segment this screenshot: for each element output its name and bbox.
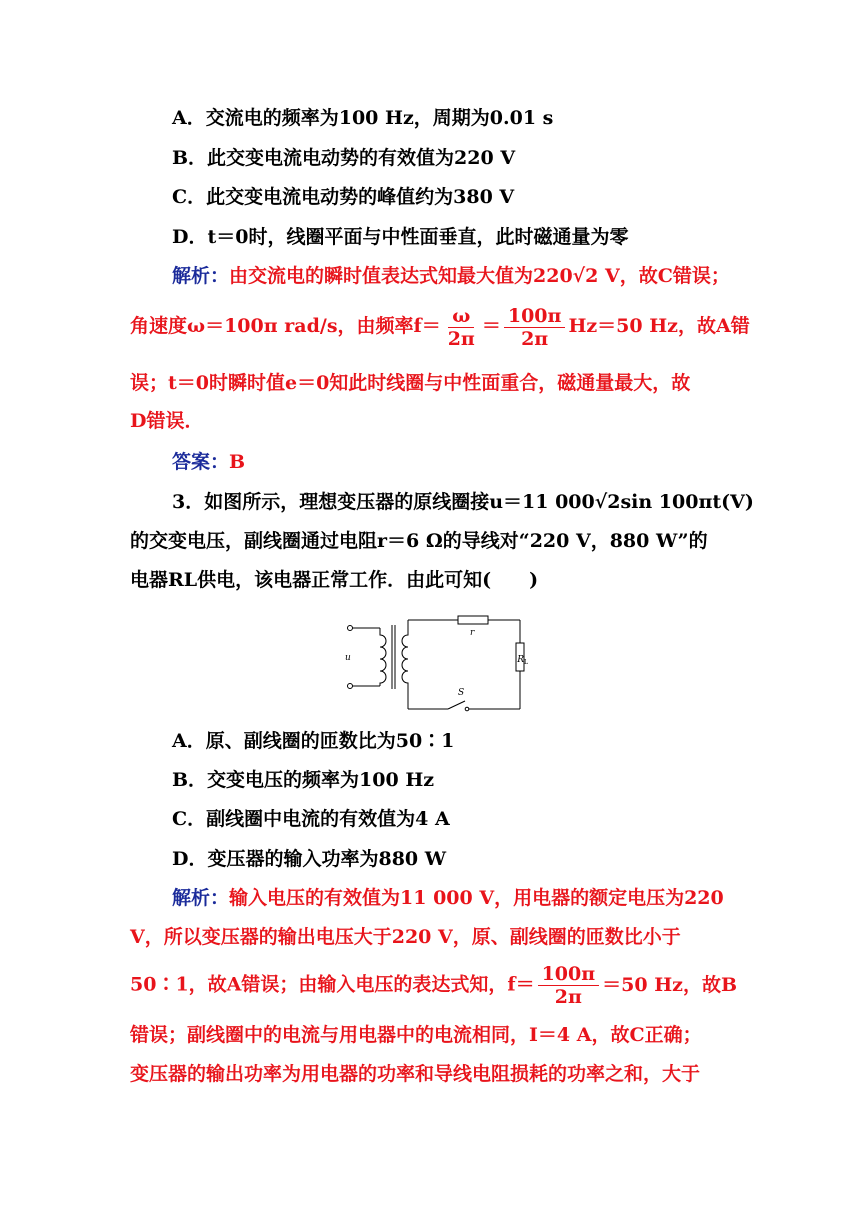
analysis-text: 由交流电的瞬时值表达式知最大值为220√2 V，故C错误；	[229, 265, 730, 287]
label-rl: $R_L$	[517, 655, 528, 666]
q3-analysis-line4: 错误；副线圈中的电流与用电器中的电流相同，I＝4 A，故C正确；	[130, 1024, 702, 1046]
q2-option-b: B．此交变电流电动势的有效值为220 V	[172, 147, 516, 169]
q3-analysis-line3	[130, 961, 738, 1009]
q3-analysis-line5: 变压器的输出功率为用电器的功率和导线电阻损耗的功率之和，大于	[130, 1063, 701, 1085]
q2-analysis-line2: 角速度ω＝100π rad/s，由频率f＝ $\frac{\omega}{2\pi}$ ＝ $\frac{100\pi}{2\pi}$ Hz＝50 Hz，故A错	[130, 302, 730, 350]
q3-option-d: D．变压器的输入功率为880 W	[172, 848, 447, 870]
label-s: S	[458, 688, 465, 698]
fraction-omega: $\frac{\omega}{2\pi}$	[447, 304, 475, 350]
q3-stem-line3: 电器RL供电，该电器正常工作．由此可知( )	[130, 569, 539, 591]
answer-value: B	[229, 451, 246, 473]
analysis-text: Hz＝50 Hz，故A错	[568, 315, 750, 337]
q3-stem-line2: 的交变电压，副线圈通过电阻r＝6 Ω的导线对“220 V，880 W”的	[130, 530, 708, 552]
q2-analysis-line4: D错误．	[130, 410, 204, 432]
answer-label: 答案：	[172, 451, 230, 473]
q2-analysis-line3: 误；t＝0时瞬时值e＝0知此时线圈与中性面重合，磁通量最大，故	[130, 372, 691, 394]
terminal-bottom	[348, 684, 353, 689]
q3-analysis-line1	[172, 885, 724, 911]
analysis-label: 解析：	[172, 887, 230, 909]
analysis-text: 输入电压的有效值为11 000 V，用电器的额定电压为220	[229, 887, 724, 909]
q2-option-d: D．t＝0时，线圈平面与中性面垂直，此时磁通量为零	[172, 226, 629, 248]
q3-option-a: A．原、副线圈的匝数比为50∶1	[172, 730, 455, 752]
fraction-100pi: $\frac{100\pi}{2\pi}$	[538, 963, 600, 1008]
q3-stem-line1: 3．如图所示，理想变压器的原线圈接u＝11 000√2sin 100πt(V)	[172, 491, 754, 513]
terminal-top	[348, 626, 353, 631]
q2-answer	[172, 449, 245, 475]
label-r: r	[470, 628, 475, 638]
q2-option-a: A．交流电的频率为100 Hz，周期为0.01 s	[172, 107, 554, 129]
q3-option-b: B．交变电压的频率为100 Hz	[172, 769, 435, 791]
fraction-100pi: $\frac{100\pi}{2\pi}$	[504, 305, 566, 350]
analysis-label: 解析：	[172, 265, 230, 287]
label-u: u	[345, 653, 351, 663]
q2-option-c: C．此交变电流电动势的峰值约为380 V	[172, 186, 515, 208]
q2-analysis-line1	[172, 263, 730, 289]
resistor-r	[458, 616, 488, 624]
q3-option-c: C．副线圈中电流的有效值为4 A	[172, 808, 450, 830]
analysis-text: 50∶1，故A错误；由输入电压的表达式知，f＝	[130, 973, 535, 995]
switch-contact	[465, 707, 469, 711]
analysis-text: 角速度ω＝100π rad/s，由频率f＝	[130, 315, 441, 337]
analysis-text: ＝50 Hz，故B	[602, 974, 738, 996]
transformer-circuit-diagram	[340, 605, 530, 725]
q3-analysis-line2: V，所以变压器的输出电压大于220 V，原、副线圈的匝数比小于	[130, 926, 681, 948]
